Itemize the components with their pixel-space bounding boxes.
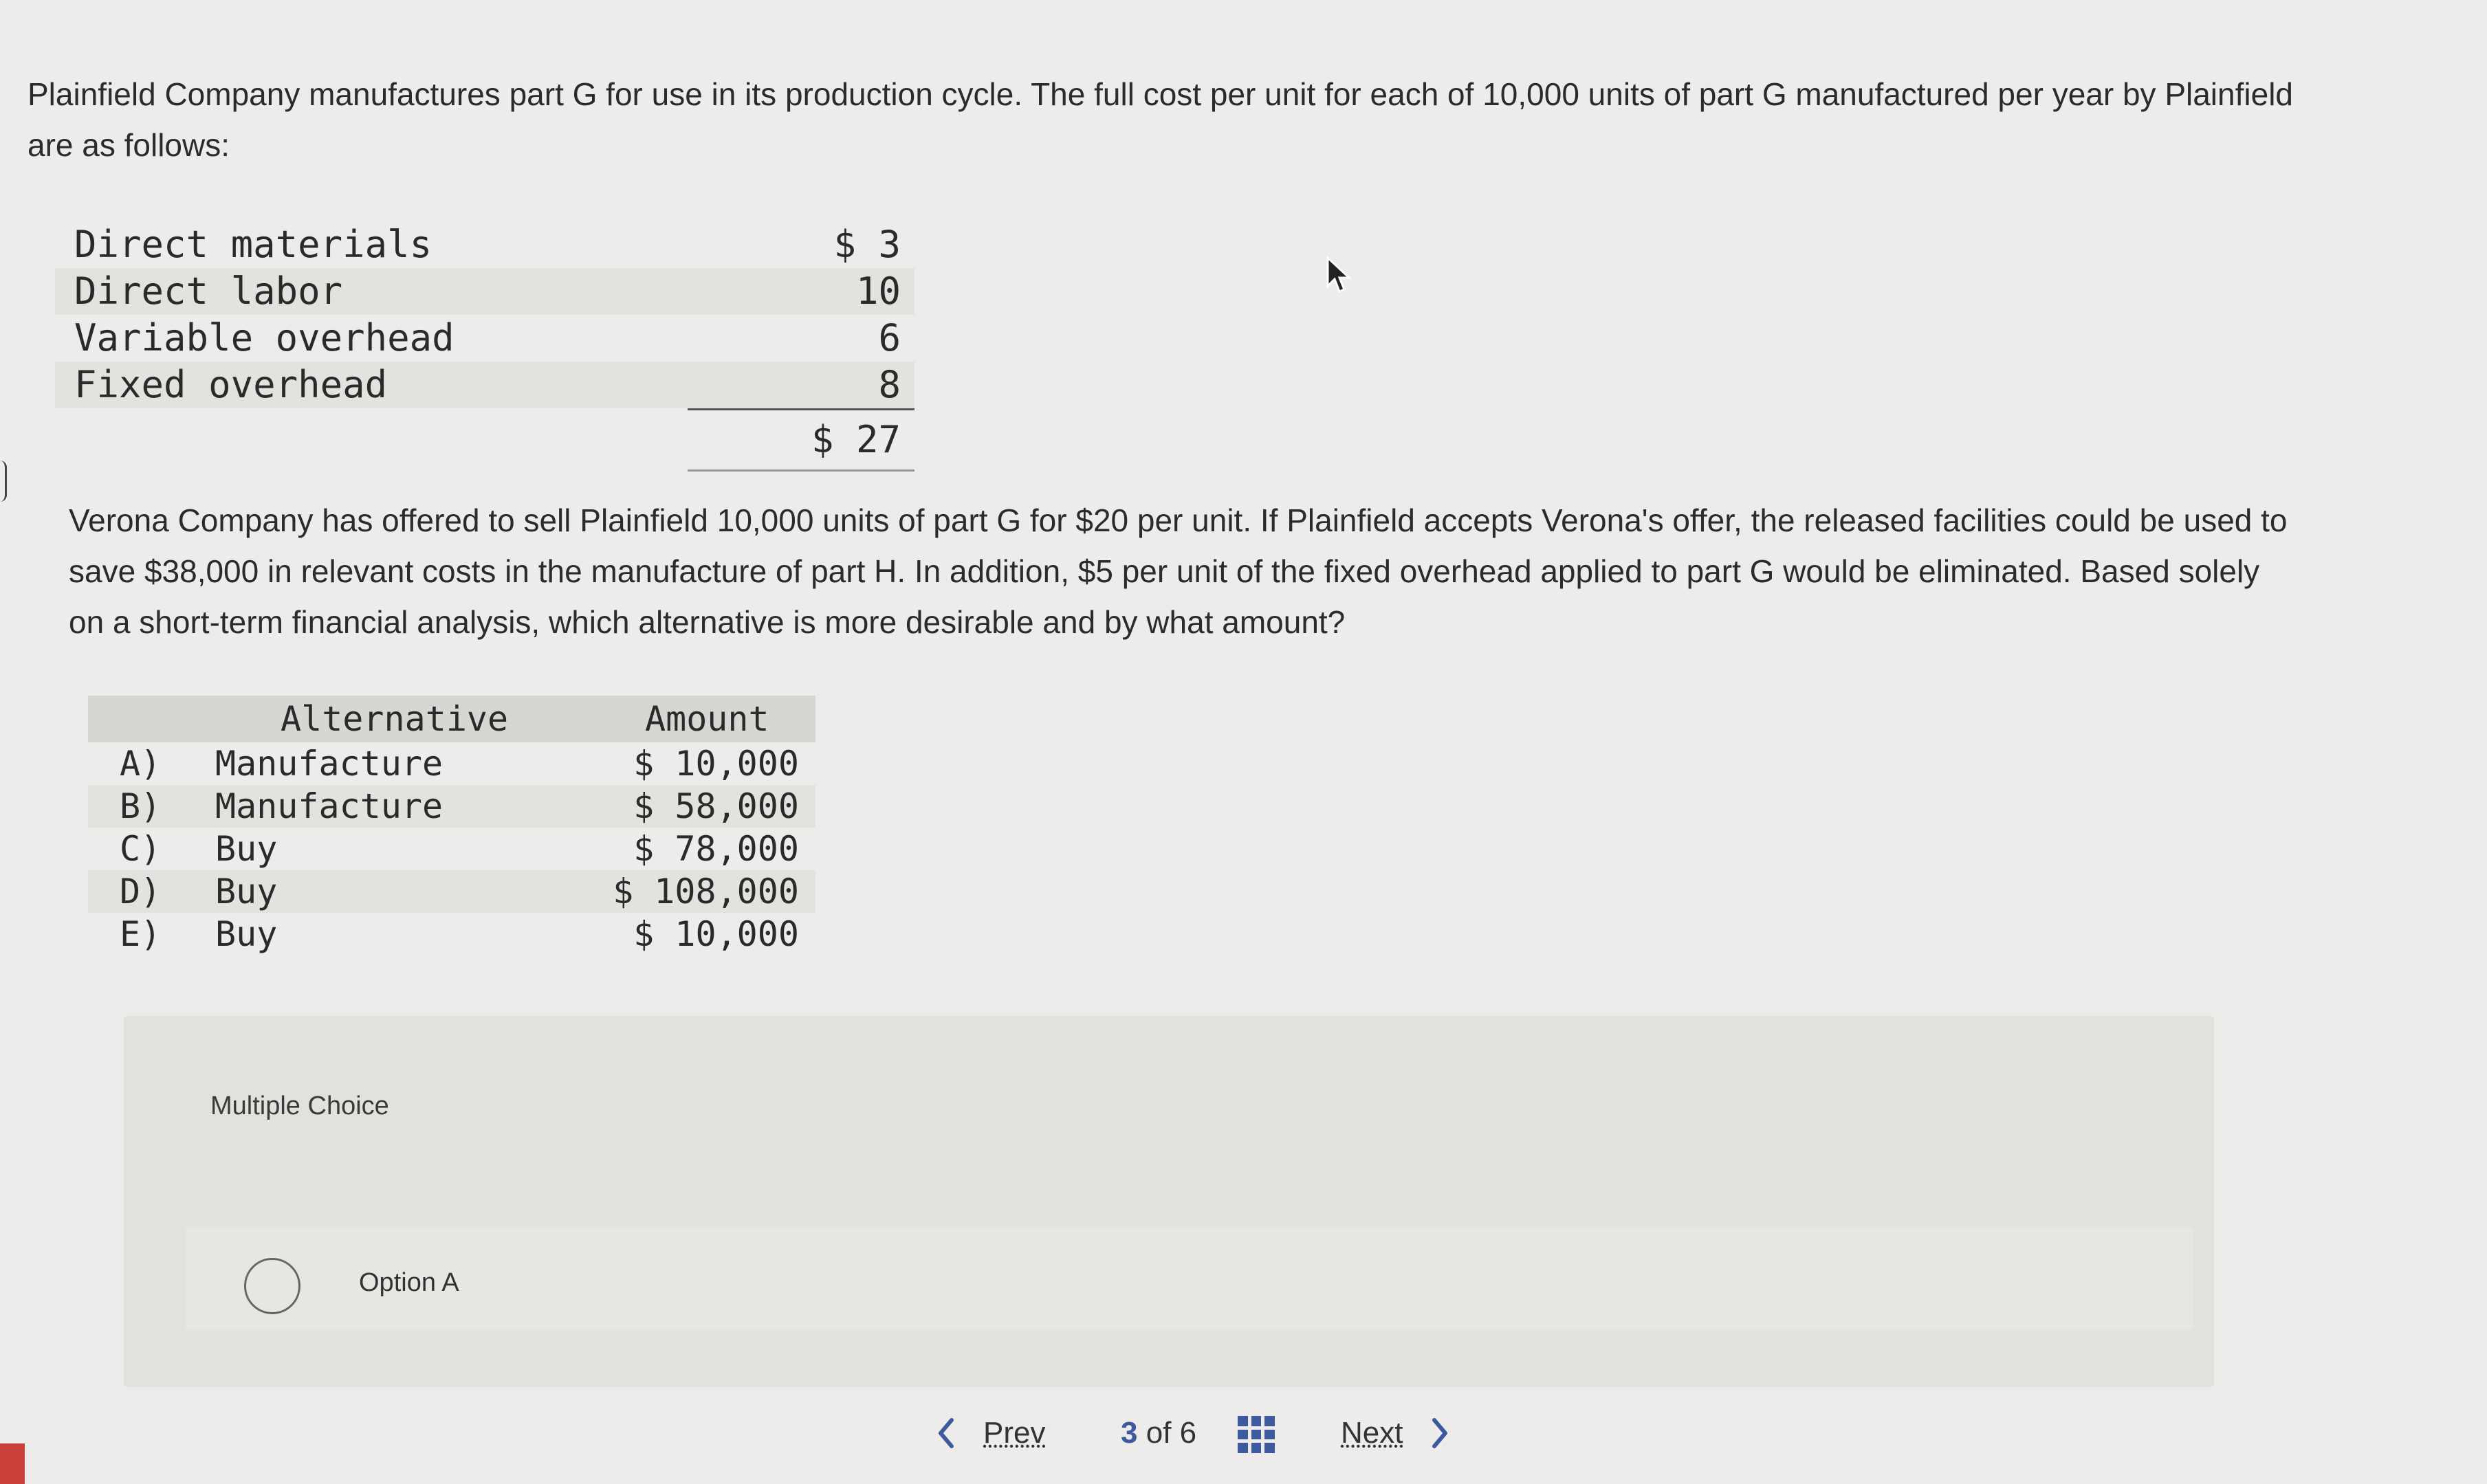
of-label: of	[1146, 1416, 1172, 1450]
cost-value: 6	[878, 316, 901, 359]
cost-label: Direct labor	[74, 269, 343, 313]
cost-label: Fixed overhead	[74, 363, 388, 406]
alternatives-table	[88, 696, 815, 955]
alternative-row	[88, 785, 815, 828]
alternative-letter: E)	[120, 914, 162, 954]
cost-value: $ 3	[833, 223, 901, 266]
question-intro: Plainfield Company manufactures part G for use in its production cycle. The full cost per unit for each of 10,000 units of part G manufactured per year by Plainfield are as follows:	[28, 76, 2293, 163]
alternative-letter: B)	[120, 786, 162, 826]
alternative-letter: D)	[120, 872, 162, 911]
alternative-row	[88, 828, 815, 870]
cost-row	[55, 315, 914, 362]
option-a-radio[interactable]	[244, 1258, 300, 1314]
alternative-name: Buy	[215, 872, 278, 911]
question-body: Verona Company has offered to sell Plainfield 10,000 units of part G for $20 per unit. If Plainfield accepts Verona's offer, the released facilities could be used to save $38,000 in relevant costs in the manufacture of part H. In addition, $5 per unit of the fixed overhead applied to part G would be eliminated. Based solely on a short-term financial analysis, which alternative is more desirable and by what amount?	[69, 502, 2288, 640]
cost-table	[55, 221, 914, 467]
cost-total: $ 27	[688, 408, 914, 472]
page-indicator	[1121, 1416, 1196, 1450]
alternative-name: Buy	[215, 914, 278, 954]
alternative-amount: $ 108,000	[613, 872, 799, 911]
mouse-pointer-icon	[1326, 256, 1353, 296]
alternative-row	[88, 870, 815, 913]
alternative-column-header: Alternative	[281, 699, 509, 739]
cost-total-row	[55, 408, 914, 467]
alternative-amount: $ 58,000	[633, 786, 799, 826]
alternative-name: Buy	[215, 829, 278, 869]
cost-row	[55, 268, 914, 315]
alternative-name: Manufacture	[215, 786, 443, 826]
corner-badge	[0, 1443, 25, 1484]
alternative-amount: $ 78,000	[633, 829, 799, 869]
alternative-amount: $ 10,000	[633, 914, 799, 954]
prev-button[interactable]: Prev	[983, 1416, 1046, 1450]
cost-label: Variable overhead	[74, 316, 454, 359]
alternative-letter: C)	[120, 829, 162, 869]
multiple-choice-label: Multiple Choice	[210, 1092, 389, 1120]
multiple-choice-card	[124, 1016, 2214, 1387]
option-a-label[interactable]: Option A	[359, 1268, 459, 1297]
cost-value: 8	[878, 363, 901, 406]
current-page: 3	[1121, 1416, 1138, 1450]
alternative-amount: $ 10,000	[633, 744, 799, 784]
chevron-right-icon[interactable]	[1430, 1416, 1451, 1450]
cost-row	[55, 221, 914, 268]
amount-column-header: Amount	[645, 699, 769, 739]
alternatives-table-header	[88, 696, 815, 742]
edge-marker	[0, 461, 7, 502]
next-button[interactable]: Next	[1341, 1416, 1403, 1450]
alternative-name: Manufacture	[215, 744, 443, 784]
option-a-row[interactable]	[186, 1227, 2193, 1330]
total-pages: 6	[1179, 1416, 1197, 1450]
cost-value: 10	[855, 269, 901, 313]
alternative-row	[88, 913, 815, 955]
chevron-left-icon[interactable]	[935, 1416, 956, 1450]
alternative-letter: A)	[120, 744, 162, 784]
grid-icon[interactable]	[1238, 1416, 1275, 1453]
cost-row	[55, 362, 914, 408]
question-navigation	[894, 1402, 1513, 1478]
cost-label: Direct materials	[74, 223, 432, 266]
alternative-row	[88, 742, 815, 785]
